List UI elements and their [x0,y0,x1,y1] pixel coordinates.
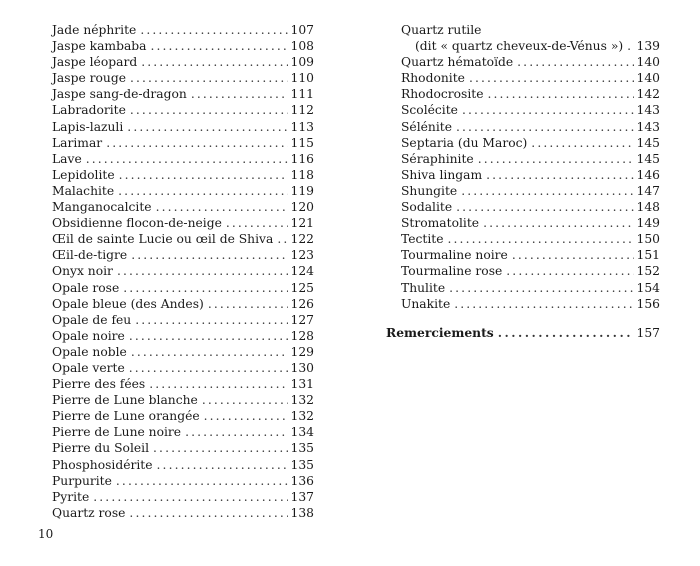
dot-leader [131,344,288,360]
toc-entry-label: Jaspe rouge [52,71,126,86]
toc-entry-label: Thulite [401,280,446,295]
dot-leader [204,408,288,424]
toc-entry [401,280,660,296]
toc-entry-page: 138 [290,505,314,520]
toc-entry-label: Tourmaline rose [401,264,503,279]
toc-entry [52,183,314,199]
toc-entry-page: 111 [290,87,314,102]
dot-leader [130,70,288,86]
toc-entry-page: 122 [290,232,314,247]
toc-entry-label: Opale bleue (des Andes) [52,296,204,311]
toc-entry-label: Rhodonite [401,71,465,86]
toc-entry-page: 157 [636,325,660,340]
toc-entry [52,215,314,231]
toc-entry-label: Stromatolite [401,216,480,231]
toc-entry [52,38,314,54]
dot-leader [202,392,288,408]
toc-entry-label: Œil de sainte Lucie ou œil de Shiva [52,232,274,247]
toc-entry [52,424,314,440]
toc-entry-page: 127 [290,312,314,327]
toc-entry-page: 140 [636,71,660,86]
dot-leader [141,54,287,70]
toc-entry-page: 131 [290,377,314,392]
dot-leader [127,119,287,135]
toc-entry-page: 142 [636,87,660,102]
toc-entry-page: 134 [290,425,314,440]
toc-entry-page: 135 [290,457,314,472]
toc-entry-page: 146 [636,167,660,182]
toc-entry-label: Obsidienne flocon-de-neige [52,216,222,231]
toc-entry-page: 118 [290,167,314,182]
dot-leader [150,38,287,54]
toc-entry [52,408,314,424]
toc-entry-label: Pierre de Lune blanche [52,393,198,408]
toc-entry [52,473,314,489]
section-gap [401,312,660,325]
toc-entry-page: 116 [290,151,314,166]
dot-leader [456,199,633,215]
toc-entry-label: Œil-de-tigre [52,248,128,263]
dot-leader [135,312,287,328]
toc-entry-page: 152 [636,264,660,279]
toc-entry [401,102,660,118]
toc-entry-page: 145 [636,151,660,166]
toc-entry [52,505,314,521]
toc-entry-page: 139 [636,39,660,54]
toc-entry-label: Tectite [401,232,444,247]
dot-leader [86,151,288,167]
toc-entry-page: 123 [290,248,314,263]
toc-entry-label: Jaspe kambaba [52,39,147,54]
toc-entry [401,86,660,102]
dot-leader [512,247,634,263]
toc-entry-page: 151 [636,248,660,263]
toc-entry-page: 112 [290,103,314,118]
dot-leader [191,86,288,102]
toc-entry-page: 129 [290,344,314,359]
dot-leader [157,457,288,473]
dot-leader [123,280,287,296]
dot-leader [156,199,288,215]
toc-entry-label: Pierre de Lune noire [52,425,182,440]
toc-entry-page: 156 [636,296,660,311]
dot-leader [130,102,288,118]
toc-entry-label: Pierre des fées [52,377,146,392]
toc-entry-label: Opale verte [52,360,125,375]
dot-leader [448,231,634,247]
dot-leader [277,231,287,247]
dot-leader [226,215,288,231]
toc-entry [52,296,314,312]
dot-leader [461,183,633,199]
dot-leader [129,328,288,344]
toc-entry [52,119,314,135]
toc-entry-label: Remerciements [386,324,494,340]
toc-entry-page: 107 [290,23,314,37]
toc-entry-page: 126 [290,296,314,311]
toc-entry-page: 115 [290,135,314,150]
dot-leader [106,135,287,151]
toc-entry [52,360,314,376]
toc-entry-page: 147 [636,183,660,198]
toc-entry-page: 120 [290,200,314,215]
dot-leader [208,296,288,312]
toc-entry-label: Unakite [401,296,451,311]
dot-leader [93,489,287,505]
toc-entry [52,489,314,505]
toc-entry-page: 121 [290,216,314,231]
toc-entry [52,376,314,392]
dot-leader [462,102,634,118]
toc-entry [52,22,314,38]
dot-leader [129,505,287,521]
toc-entry [401,296,660,312]
toc-entry-page: 125 [290,280,314,295]
toc-entry [52,70,314,86]
toc-entry-label: Quartz hématoïde [401,55,514,70]
toc-entry [52,231,314,247]
toc-entry-label: Rhodocrosite [401,87,484,102]
toc-entry-page: 128 [290,328,314,343]
toc-entry-label: Scolécite [401,103,458,118]
toc-entry-label: Onyx noir [52,264,113,279]
toc-entry-page: 145 [636,135,660,150]
toc-entry-label: Quartz rose [52,505,126,520]
toc-entry-label: Shiva lingam [401,167,483,182]
toc-entry-page: 148 [636,200,660,215]
page-number: 10 [38,527,54,541]
toc-entry [52,440,314,456]
toc-entry [52,392,314,408]
dot-leader [185,424,287,440]
toc-entry [52,344,314,360]
toc-entry-label: Shungite [401,183,458,198]
toc-entry [401,183,660,199]
toc-entry-label: Larimar [52,135,103,150]
toc-entry [401,167,660,183]
toc-entry [52,102,314,118]
dot-leader [140,22,287,38]
dot-leader [454,296,633,312]
toc-entry-page: 135 [290,441,314,456]
dot-leader [118,183,287,199]
dot-leader [498,325,634,341]
dot-leader [131,247,287,263]
toc-entry [52,86,314,102]
dot-leader [456,119,634,135]
toc-entry [52,199,314,215]
toc-entry-page: 132 [290,409,314,424]
toc-entry-label: Labradorite [52,103,126,118]
toc-entry [401,54,660,70]
toc-entry [401,247,660,263]
toc-entry [52,151,314,167]
dot-leader [517,54,633,70]
toc-entry-page: 136 [290,473,314,488]
toc-entry [52,167,314,183]
toc-entry-page: 110 [290,71,314,86]
dot-leader [627,38,633,54]
toc-entry-page: 108 [290,39,314,54]
toc-entry-page: 124 [290,264,314,279]
toc-entry [401,231,660,247]
toc-right-column [386,22,660,341]
toc-entry-label: Pyrite [52,489,90,504]
toc-entry [52,280,314,296]
toc-entry-page: 143 [636,103,660,118]
toc-entry-page: 143 [636,119,660,134]
toc-entry-label: Opale de feu [52,312,132,327]
dot-leader [478,151,634,167]
toc-entry-label: Jade néphrite [52,23,137,37]
toc-entry-label: Malachite [52,183,115,198]
toc-entry [401,215,660,231]
toc-entry-label: Sodalite [401,200,453,215]
toc-entry [52,328,314,344]
toc-entry [401,199,660,215]
toc-entry-page: 113 [290,119,314,134]
toc-entry-label: Tourmaline noire [401,248,508,263]
toc-entry-label: Purpurite [52,473,112,488]
toc-entry-label: Opale noble [52,344,127,359]
toc-entry-label: Phosphosidérite [52,457,153,472]
toc-entry [401,135,660,151]
toc-entry [52,247,314,263]
toc-entry-label: Pierre du Soleil [52,441,150,456]
dot-leader [117,263,288,279]
dot-leader [488,86,634,102]
dot-leader [506,263,633,279]
toc-entry [401,151,660,167]
dot-leader [153,440,287,456]
toc-entry [401,38,660,54]
toc-right-items [401,54,660,312]
dot-leader [486,167,633,183]
toc-entry-label: Opale rose [52,280,120,295]
toc-entry-page: 149 [636,216,660,231]
dot-leader [129,360,288,376]
toc-entry-page: 132 [290,393,314,408]
toc-entry-label: Manganocalcite [52,200,152,215]
toc-entry [401,119,660,135]
dot-leader [116,473,288,489]
dot-leader [483,215,633,231]
toc-entry-acknowledgements [386,325,660,341]
toc-entry [401,70,660,86]
toc-entry-page: 130 [290,360,314,375]
toc-entry-label: Sélénite [401,119,452,134]
dot-leader [531,135,633,151]
toc-entry-page: 119 [290,183,314,198]
toc-entry [52,54,314,70]
toc-entry-page: 137 [290,489,314,504]
toc-entry-page: 154 [636,280,660,295]
toc-entry-label: Quartz rutile [401,23,482,37]
toc-entry-label: Lepidolite [52,167,115,182]
toc-entry-label: Lave [52,151,82,166]
toc-entry-label: Opale noire [52,328,125,343]
toc-left-column [52,22,314,521]
toc-entry-page: 140 [636,55,660,70]
toc-entry-page: 109 [290,55,314,70]
toc-entry-label: Lapis-lazuli [52,119,124,134]
toc-entry [52,312,314,328]
dot-leader [449,280,633,296]
toc-entry-label: Jaspe léopard [52,55,138,70]
dot-leader [469,70,634,86]
toc-entry-label: (dit « quartz cheveux-de-Vénus ») [415,39,624,54]
toc-entry [52,263,314,279]
toc-entry [52,457,314,473]
toc-entry-label: Jaspe sang-de-dragon [52,87,187,102]
toc-entry-label: Septaria (du Maroc) [401,135,528,150]
toc-entry-label: Pierre de Lune orangée [52,409,200,424]
toc-entry-label: Séraphinite [401,151,474,166]
toc-entry [401,263,660,279]
dot-leader [119,167,288,183]
toc-entry [52,135,314,151]
toc-entry-page: 150 [636,232,660,247]
dot-leader [149,376,287,392]
